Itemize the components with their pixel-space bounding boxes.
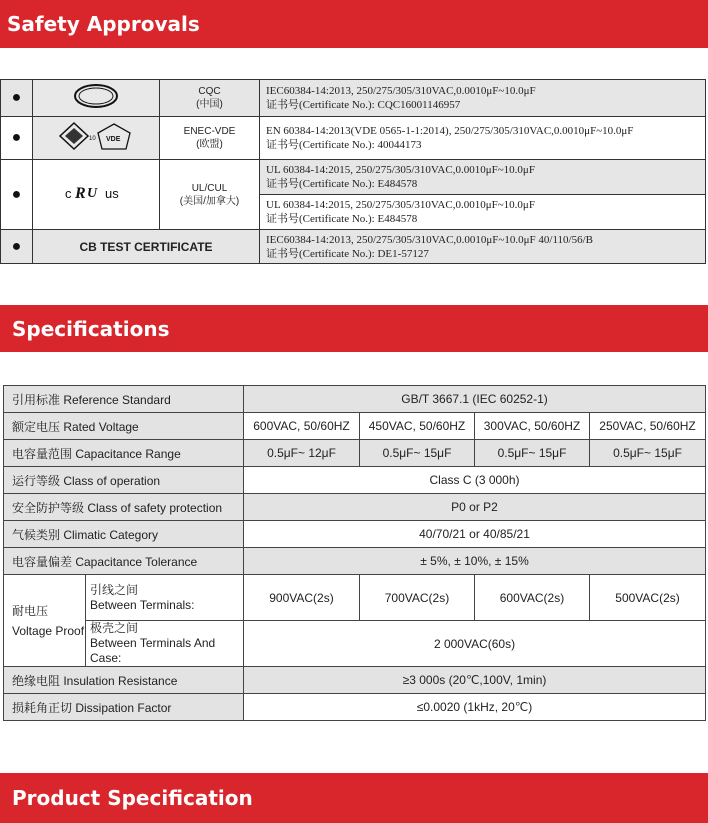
spec-value: 250VAC, 50/60HZ [590, 413, 706, 440]
between-terminals-en: Between Terminals: [90, 597, 195, 612]
cert-standard: IEC60384-14:2013, 250/275/305/310VAC,0.0010μF~10.0μF 40/110/56/B [266, 233, 593, 246]
svg-text:10: 10 [89, 135, 96, 142]
between-terminals-cn: 引线之间 [90, 582, 139, 597]
between-terminals-label [86, 575, 244, 621]
spec-value: 500VAC(2s) [590, 575, 706, 621]
between-case-en: Between Terminals And Case: [90, 636, 216, 665]
spec-value: 0.5μF~ 12μF [244, 440, 360, 467]
spec-value: P0 or P2 [244, 494, 706, 521]
cert-standard: UL 60384-14:2015, 250/275/305/310VAC,0.0010μF~10.0μF [266, 164, 535, 176]
voltage-proof-label [4, 575, 86, 667]
cert-number: 证书号(Certificate No.): E484578 [266, 213, 418, 225]
authority-region: (中国) [196, 99, 223, 110]
cert-number: 证书号(Certificate No.): CQC16001146957 [266, 99, 461, 111]
safety-approvals-table [0, 79, 706, 264]
spec-value: 300VAC, 50/60HZ [475, 413, 590, 440]
spec-label: 运行等级 Class of operation [4, 467, 244, 494]
cert-number: 证书号(Certificate No.): 40044173 [266, 139, 422, 151]
spec-label: 安全防护等级 Class of safety protection [4, 494, 244, 521]
spec-label: 气候类别 Climatic Category [4, 521, 244, 548]
cert-standard: UL 60384-14:2015, 250/275/305/310VAC,0.0010μF~10.0μF [266, 199, 535, 211]
spec-label: 电容量范围 Capacitance Range [4, 440, 244, 467]
spec-value: ± 5%, ± 10%, ± 15% [244, 548, 706, 575]
ul-recognized-icon [61, 179, 131, 205]
spec-value: 0.5μF~ 15μF [475, 440, 590, 467]
spec-value: Class C (3 000h) [244, 467, 706, 494]
cert-standard: IEC60384-14:2013, 250/275/305/310VAC,0.0010μF~10.0μF [266, 85, 536, 97]
svg-text:us: us [105, 186, 119, 201]
svg-text:c: c [65, 186, 72, 201]
cert-number: 证书号(Certificate No.): E484578 [266, 178, 418, 190]
between-case-cn: 极壳之间 [90, 621, 139, 635]
svg-text:R: R [75, 185, 86, 202]
spec-value: 700VAC(2s) [360, 575, 475, 621]
bullet-icon: ● [1, 80, 33, 117]
authority-region: (美国/加拿大) [179, 195, 240, 207]
bullet-icon: ● [1, 117, 33, 160]
spec-value: 600VAC(2s) [475, 575, 590, 621]
cert-number: 证书号(Certificate No.): DE1-57127 [266, 247, 429, 260]
between-terminals-case-label [86, 621, 244, 667]
cb-test-certificate-label: CB TEST CERTIFICATE [33, 230, 260, 264]
product-specification-header [0, 773, 708, 823]
cert-standard: EN 60384-14:2013(VDE 0565-1-1:2014), 250/275/305/310VAC,0.0010μF~10.0μF [266, 125, 634, 137]
spec-label: 电容量偏差 Capacitance Tolerance [4, 548, 244, 575]
specifications-header [0, 305, 708, 352]
safety-approvals-header [0, 0, 708, 48]
spec-value: GB/T 3667.1 (IEC 60252-1) [244, 386, 706, 413]
section-title: Safety Approvals [7, 12, 200, 36]
spec-value: 0.5μF~ 15μF [360, 440, 475, 467]
svg-text:U: U [87, 186, 98, 201]
section-title: Specifications [12, 316, 170, 341]
cqc-logo [33, 80, 160, 117]
enec-vde-logo [33, 117, 160, 160]
spec-label: 引用标准 Reference Standard [4, 386, 244, 413]
bullet-icon: ● [1, 230, 33, 264]
voltage-proof-label-en: Voltage Proof [12, 623, 85, 638]
spec-value: 450VAC, 50/60HZ [360, 413, 475, 440]
authority-name: UL/CUL [191, 182, 228, 194]
svg-text:VDE: VDE [106, 135, 121, 143]
specifications-table [3, 385, 706, 721]
spec-value: 40/70/21 or 40/85/21 [244, 521, 706, 548]
spec-label: 损耗角正切 Dissipation Factor [4, 694, 244, 721]
spec-label: 额定电压 Rated Voltage [4, 413, 244, 440]
bullet-icon: ● [1, 160, 33, 230]
enec-vde-icon [58, 121, 134, 151]
cqc-logo-icon [72, 82, 120, 110]
spec-value: 0.5μF~ 15μF [590, 440, 706, 467]
spec-value: 600VAC, 50/60HZ [244, 413, 360, 440]
ul-logo [33, 160, 160, 230]
spec-value: 2 000VAC(60s) [244, 621, 706, 667]
spec-value: 900VAC(2s) [244, 575, 360, 621]
spec-value: ≥3 000s (20℃,100V, 1min) [244, 667, 706, 694]
authority-name: ENEC-VDE [183, 126, 236, 137]
spec-label: 绝缘电阻 Insulation Resistance [4, 667, 244, 694]
section-title: Product Specification [12, 786, 253, 810]
voltage-proof-label-cn: 耐电压 [12, 603, 49, 618]
authority-region: (欧盟) [196, 139, 223, 150]
spec-value: ≤0.0020 (1kHz, 20℃) [244, 694, 706, 721]
authority-name: CQC [198, 86, 221, 97]
